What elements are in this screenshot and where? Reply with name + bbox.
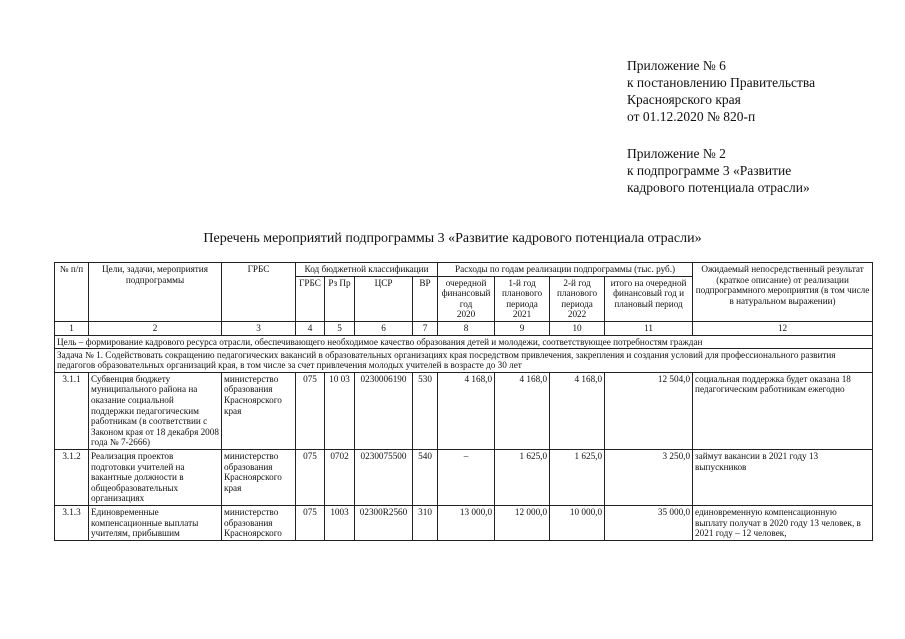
header-year-current-value: 2020 — [456, 309, 476, 320]
appendix-6-line-2: к постановлению Правительства — [627, 75, 816, 90]
measures-table — [54, 262, 873, 541]
appendix-2-header — [627, 145, 897, 196]
row-num: 3.1.3 — [55, 505, 89, 540]
row-csr: 02300R2560 — [355, 505, 413, 540]
row-y2021: 4 168,0 — [495, 372, 550, 449]
column-number: 8 — [438, 321, 495, 335]
column-number: 1 — [55, 321, 89, 335]
row-rzpr: 0702 — [325, 449, 355, 505]
appendix-2-line-2: к подпрограмме 3 «Развитие — [627, 163, 792, 178]
row-num: 3.1.1 — [55, 372, 89, 449]
row-result: социальная поддержка будет оказана 18 педагогическим работникам ежегодно — [693, 372, 873, 449]
header-year-plan2-label: 2-й год планового периода — [557, 277, 598, 309]
row-name: Реализация проектов подготовки учителей на вакантные должности в общеобразовательных организациях — [89, 449, 222, 505]
column-number: 6 — [355, 321, 413, 335]
column-number: 9 — [495, 321, 550, 335]
row-name: Субвенция бюджету муниципального района на оказание социальной поддержки педагогическим работникам (в соответствии с Законом края от 18 декабря 2008 года № 7-2666) — [89, 372, 222, 449]
row-num: 3.1.2 — [55, 449, 89, 505]
header-code-csr: ЦСР — [355, 276, 413, 321]
header-year-plan2-value: 2022 — [567, 309, 587, 320]
row-grbs-name: министерство образования Красноярского края — [222, 372, 296, 449]
header-year-total: итого на очередной финансовый год и плановый период — [605, 276, 693, 321]
row-result: единовременную компенсационную выплату получат в 2020 году 13 человек, в 2021 году – 12 человек, — [693, 505, 873, 540]
goal-text: Цель – формирование кадрового ресурса отрасли, обеспечивающего необходимое качество образования детей и молодежи, соответствующее потребностям граждан — [55, 335, 873, 348]
row-total: 3 250,0 — [605, 449, 693, 505]
header-budget-code: Код бюджетной классификации — [296, 263, 438, 277]
header-year-plan1-value: 2021 — [512, 309, 532, 320]
row-vr: 530 — [413, 372, 438, 449]
row-total: 35 000,0 — [605, 505, 693, 540]
row-csr: 0230075500 — [355, 449, 413, 505]
row-grbs: 075 — [296, 505, 325, 540]
document-title: Перечень мероприятий подпрограммы 3 «Развитие кадрового потенциала отрасли» — [203, 231, 702, 246]
column-number: 11 — [605, 321, 693, 335]
column-number: 2 — [89, 321, 222, 335]
appendix-6-line-4: от 01.12.2020 № 820-п — [627, 109, 756, 124]
task-text: Задача № 1. Содействовать сокращению педагогических вакансий в образовательных организациях края посредством привлечения, закрепления и создания условий для профессионального развития педагогов образовательных организаций края, в том числе за счет привлечения молодых учителей в возрасте до 30 лет — [55, 348, 873, 372]
header-year-plan2 — [550, 276, 605, 321]
row-result: займут вакансии в 2021 году 13 выпускников — [693, 449, 873, 505]
row-y2022: 10 000,0 — [550, 505, 605, 540]
row-y2022: 4 168,0 — [550, 372, 605, 449]
appendix-6-header — [627, 57, 897, 125]
row-y2021: 12 000,0 — [495, 505, 550, 540]
header-year-current-label: очередной финансовый год — [441, 277, 491, 309]
row-y2022: 1 625,0 — [550, 449, 605, 505]
table-row — [55, 505, 873, 540]
row-y2020: – — [438, 449, 495, 505]
row-vr: 540 — [413, 449, 438, 505]
table-row — [55, 372, 873, 449]
row-vr: 310 — [413, 505, 438, 540]
appendix-6-line-1: Приложение № 6 — [627, 58, 726, 73]
column-number: 5 — [325, 321, 355, 335]
column-number: 7 — [413, 321, 438, 335]
row-total: 12 504,0 — [605, 372, 693, 449]
header-year-plan1-label: 1-й год планового периода — [502, 277, 543, 309]
appendix-2-line-3: кадрового потенциала отрасли» — [627, 180, 810, 195]
header-code-vr: ВР — [413, 276, 438, 321]
header-goals: Цели, задачи, мероприятия подпрограммы — [89, 263, 222, 322]
header-code-grbs: ГРБС — [296, 276, 325, 321]
row-rzpr: 10 03 — [325, 372, 355, 449]
appendix-2-line-1: Приложение № 2 — [627, 146, 726, 161]
row-grbs: 075 — [296, 449, 325, 505]
header-year-current — [438, 276, 495, 321]
task-row — [55, 348, 873, 372]
header-year-plan1 — [495, 276, 550, 321]
header-expenses: Расходы по годам реализации подпрограммы (тыс. руб.) — [438, 263, 693, 277]
row-rzpr: 1003 — [325, 505, 355, 540]
header-num: № п/п — [55, 263, 89, 322]
row-grbs-name: министерство образования Красноярского края — [222, 449, 296, 505]
header-grbs: ГРБС — [222, 263, 296, 322]
row-grbs: 075 — [296, 372, 325, 449]
header-row-1 — [55, 263, 873, 277]
appendix-6-line-3: Красноярского края — [627, 92, 741, 107]
header-result: Ожидаемый непосредственный результат (краткое описание) от реализации подпрограммного мероприятия (в том числе в натуральном выражении) — [693, 263, 873, 322]
header-code-rzpr: Рз Пр — [325, 276, 355, 321]
row-y2021: 1 625,0 — [495, 449, 550, 505]
goal-row — [55, 335, 873, 348]
column-number: 3 — [222, 321, 296, 335]
row-grbs-name: министерство образования Красноярского — [222, 505, 296, 540]
column-number: 10 — [550, 321, 605, 335]
column-number: 4 — [296, 321, 325, 335]
table-row — [55, 449, 873, 505]
row-name: Единовременные компенсационные выплаты учителям, прибывшим — [89, 505, 222, 540]
row-csr: 0230006190 — [355, 372, 413, 449]
column-number: 12 — [693, 321, 873, 335]
row-y2020: 4 168,0 — [438, 372, 495, 449]
column-numbers-row — [55, 321, 873, 335]
row-y2020: 13 000,0 — [438, 505, 495, 540]
